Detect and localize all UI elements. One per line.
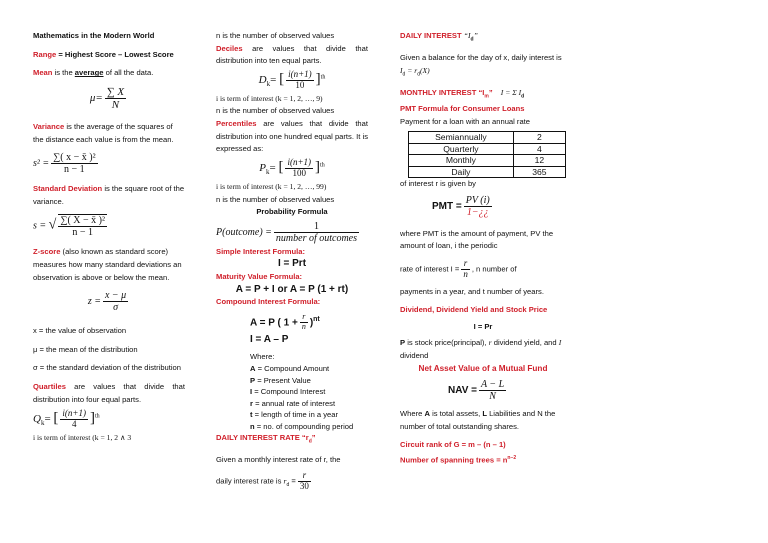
z-score-definition: Z-score (also known as standard score) measures how many standard deviations an observation is above or below the mean. (33, 247, 182, 282)
sigma-definition: σ = the standard deviation of the distribution (33, 363, 182, 373)
circuit-rank: Circuit rank of G = m – (n – 1) (400, 440, 506, 450)
def-compound-amount: A = Compound Amount (250, 364, 330, 374)
sheet-title: Mathematics in the Modern World (33, 31, 155, 40)
column-2 (216, 30, 368, 492)
spanning-trees: Number of spanning trees = $n^{n-2}$ (400, 455, 517, 465)
n-definition-1: n is the number of observed values (216, 31, 335, 40)
maturity-value-formula: A = P + I or A = P (1 + rt) (235, 283, 349, 295)
compound-definitions (250, 363, 368, 432)
dividend-title: Dividend, Dividend Yield and Stock Price (400, 305, 548, 315)
quartile-term: i is term of interest (k = 1, 2 ∧ 3 (33, 433, 132, 443)
nav-formula: NAV = $\frac{A - L}{N}$ (448, 379, 505, 403)
daily-interest-rate-formula: daily interest rate is $r_d$ = $\frac{r}{30}$ (216, 470, 309, 491)
percentile-term: i is term of interest (k = 1, 2, …, 99) (216, 181, 327, 191)
where-label: Where: (250, 351, 275, 361)
daily-interest-text: Given a balance for the day of x, daily interest is $I_d = r_d(X)$ (400, 53, 562, 78)
mean-formula: μ= $\frac{\sum X}{N}$ (89, 85, 125, 111)
z-score-formula: z = $\frac{x - \mu}{\sigma}$ (87, 290, 127, 314)
variance-formula: s² = $\frac{\text{∑( x − x̄ )²}}{n - 1}$ (33, 152, 96, 176)
table-row: Quarterly 4 (409, 143, 566, 155)
table-row: Semiannually 2 (409, 132, 566, 144)
def-compounding-period: n = no. of compounding period (250, 421, 354, 431)
table-row: Daily 365 (409, 166, 566, 178)
column-3 (400, 30, 566, 467)
pmt-where: where PMT is the amount of payment, PV the amount of loan, i the periodic (400, 228, 554, 251)
def-annual-rate: r = annual rate of interest (250, 398, 336, 408)
daily-interest-rate-text: Given a monthly interest rate of r, the (216, 455, 341, 465)
of-interest-text: of interest r is given by (400, 179, 476, 189)
pmt-title: PMT Formula for Consumer Loans (400, 103, 525, 113)
nav-text: Where A is total assets, L Liabilities and N the number of total outstanding shares. (400, 409, 556, 431)
x-definition: x = the value of observation (33, 326, 127, 336)
probability-formula: P(outcome) = $\frac{1}{\text{number of outcomes}}$ (216, 220, 358, 244)
mu-definition: μ = the mean of the distribution (33, 344, 138, 354)
column-1 (33, 30, 185, 445)
def-present-value: P = Present Value (250, 375, 311, 385)
decile-term: i is term of interest (k = 1, 2, …, 9) (216, 93, 323, 103)
pmt-formula: PMT = $\frac{PV (i)}{1-¿¿}$ (432, 194, 490, 218)
periodic-rate: rate of interest I = $\frac{r}{n}$ , n number of (400, 257, 517, 279)
def-compound-interest: I = Compound Interest (250, 387, 326, 397)
percentiles-definition: Percentiles are values that divide that distribution into one hundred equal parts. It is expressed as: (216, 119, 368, 154)
quartile-formula: $Q_k=$ [ $\frac{i(n+1)}{4}$ ]$^{th}$ (33, 408, 100, 429)
def-time: t = length of time in a year (250, 410, 339, 420)
compound-interest-formula: A = P ( 1 + $\frac{r}{n}$ )$^{nt}$ (250, 312, 320, 331)
quartiles-definition: Quartiles are values that divide that distribution into four equal parts. (33, 381, 185, 404)
standard-deviation-definition: Standard Deviation is the square root of the variance. (33, 184, 185, 206)
range-definition: Range = Highest Score – Lowest Score (33, 49, 174, 59)
maturity-value-title: Maturity Value Formula: (216, 271, 303, 281)
n-definition-2: n is the number of observed values (216, 106, 335, 116)
pmt-text: Payment for a loan with an annual rate (400, 116, 531, 126)
variance-definition: Variance is the average of the squares of the distance each value is from the mean. (33, 121, 174, 144)
dividend-text: P is stock price(principal), r dividend yield, and I dividend (400, 338, 562, 361)
sd-formula: s = √ $\frac{\text{∑( X − x̄ )²}}{n - 1}$ (33, 215, 105, 239)
payments-years: payments in a year, and t number of years. (400, 286, 544, 296)
n-definition-3: n is the number of observed values (216, 194, 335, 204)
deciles-definition: Deciles are values that divide that distribution into ten equal parts. (216, 43, 368, 66)
simple-interest-title: Simple Interest Formula: (216, 246, 306, 256)
table-row: Monthly 12 (409, 155, 566, 167)
dividend-formula: I = Pr (473, 321, 493, 331)
probability-title: Probability Formula (256, 207, 328, 217)
mean-definition: Mean is the average of all the data. (33, 68, 154, 78)
payment-frequency-table (408, 131, 566, 178)
compound-interest-title: Compound Interest Formula: (216, 297, 321, 307)
compound-interest-i: I = A – P (250, 333, 289, 345)
monthly-interest-title: MONTHLY INTEREST “$I_m$” I = Σ $I_d$ (400, 87, 525, 100)
nav-title: Net Asset Value of a Mutual Fund (418, 363, 548, 373)
daily-interest-rate-title: DAILY INTEREST RATE “$r_d$” (216, 433, 316, 445)
decile-formula: $D_k=$ [ $\frac{i(n+1)}{10}$ ]$^{th}$ (258, 68, 326, 90)
simple-interest-formula: I = Prt (277, 258, 307, 270)
daily-interest-title: DAILY INTEREST “$I_d$” (400, 31, 478, 43)
percentile-formula: $P_k=$ [ $\frac{i(n+1)}{100}$ ]$^{th}$ (259, 156, 325, 178)
